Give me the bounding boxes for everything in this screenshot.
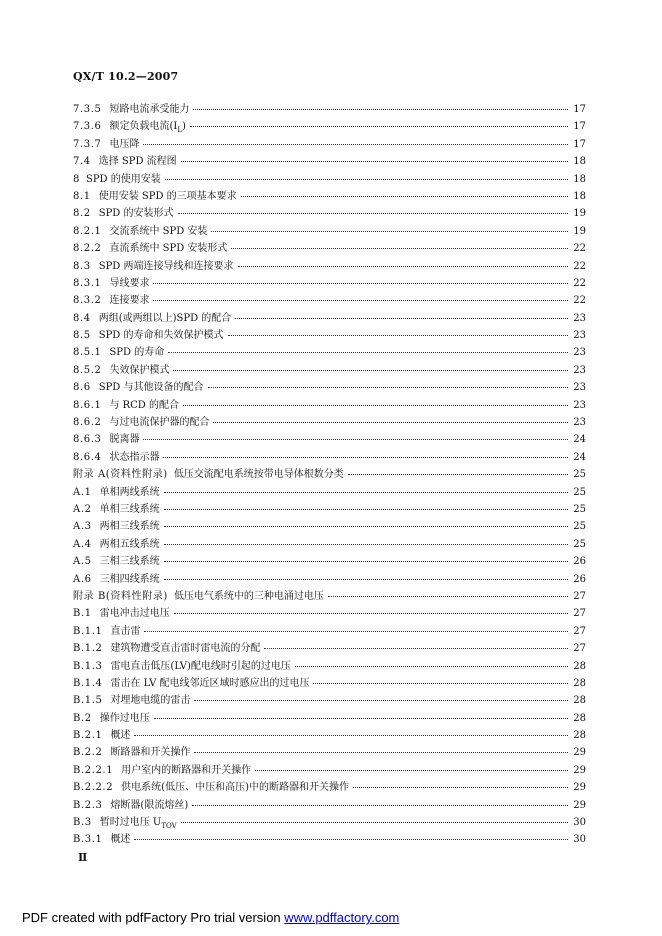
page-number: Ⅱ [78,851,88,864]
toc-entry-number: A.1 [73,486,92,498]
toc-entry-number: A.2 [73,503,92,515]
footer-link[interactable]: www.pdffactory.com [284,910,400,925]
toc-entry-title [109,222,207,237]
toc-entry-title-subscript: TOV [161,822,177,831]
toc-entry-number: B.2.1 [73,730,103,742]
toc-entry[interactable] [73,222,586,239]
toc-entry-title [121,761,251,776]
toc-entry-page: 23 [573,347,586,359]
toc-entry-number: 附录 B(资料性附录) [73,590,168,602]
dot-leader [192,805,568,806]
toc-entry-title [174,587,324,602]
toc-entry[interactable] [73,778,586,795]
toc-entry-title [174,465,344,480]
toc-entry-number: 8.3.1 [73,277,102,289]
toc-entry-page: 24 [573,434,586,446]
toc-entry-title [99,187,237,202]
toc-entry[interactable] [73,709,586,726]
dot-leader [313,683,568,684]
toc-entry-page: 28 [573,730,586,742]
toc-entry[interactable] [73,100,586,117]
toc-entry-number: B.1.5 [73,695,103,707]
toc-entry-number: A.3 [73,521,92,533]
toc-entry-title [109,100,189,115]
toc-entry-page: 26 [573,573,586,585]
toc-entry[interactable] [73,639,586,656]
toc-entry-title [100,709,150,724]
toc-entry-title [99,309,232,324]
toc-entry-number: 7.3.5 [73,104,102,115]
toc-entry-title [110,796,188,811]
toc-entry-title [86,170,161,185]
toc-entry[interactable] [73,448,586,465]
toc-entry-page: 27 [573,625,586,637]
dot-leader [235,318,568,319]
toc-entry-title [110,830,130,845]
toc-entry-title-text: 建筑物遭受直击雷时雷电流的分配 [110,643,261,655]
toc-entry-number: 8.6.2 [73,417,102,429]
toc-entry-page: 23 [573,330,586,342]
toc-entry-title [109,239,227,254]
toc-entry[interactable] [73,517,586,534]
toc-entry-title [109,396,179,411]
toc-entry[interactable] [73,830,586,847]
toc-entry-number: 7.3.7 [73,138,102,150]
toc-entry-title-text: 概述 [110,834,131,846]
toc-entry-title-text: 连接要求 [109,295,150,307]
toc-entry[interactable] [73,413,586,430]
toc-entry-title-text: 暂时过电压 U [99,817,162,829]
toc-entry-title [110,743,190,758]
toc-entry[interactable] [73,622,586,639]
toc-entry-title [109,448,159,463]
toc-entry[interactable] [73,291,586,308]
toc-entry-page: 19 [573,225,586,237]
toc-entry-number: 8.6 [73,382,91,394]
toc-entry-page: 18 [573,173,586,185]
toc-entry-page: 25 [573,503,586,515]
toc-entry-number: 7.4 [73,156,91,168]
dot-leader [153,283,568,284]
toc-entry[interactable] [73,674,586,691]
toc-entry-page: 29 [573,764,586,776]
toc-entry-page: 23 [573,417,586,429]
toc-entry-title-text: SPD 两端连接导线和连接要求 [98,260,234,272]
toc-entry-page: 22 [573,243,586,255]
toc-entry-number: A.4 [73,538,92,550]
toc-entry-title [100,813,177,830]
toc-entry-title-text: 脱离器 [109,434,140,446]
toc-entry-page: 29 [573,747,586,759]
dot-leader [190,126,568,127]
toc-entry-number: B.2 [73,712,92,724]
toc-entry-title [99,152,177,167]
toc-entry[interactable] [73,500,586,517]
dot-leader [255,770,568,771]
toc-entry-page: 18 [573,190,586,202]
toc-entry-title-text: 交流系统中 SPD 安装 [109,225,208,237]
dot-leader [328,596,568,597]
toc-entry-page: 30 [573,817,586,829]
toc-entry-title [100,500,160,515]
toc-entry-title [110,691,190,706]
dot-leader [238,266,569,267]
toc-entry-number: B.1.3 [73,660,103,672]
toc-entry-title-text: 低压交流配电系统按带电导体根数分类 [173,469,344,481]
toc-entry-title-subscript: L [177,126,182,135]
dot-leader [163,457,568,458]
toc-entry[interactable] [73,796,586,813]
toc-entry-title-text: SPD 的寿命和失效保护模式 [98,330,224,342]
toc-entry[interactable] [73,187,586,204]
toc-entry-title [109,274,149,289]
toc-entry-title [99,257,234,272]
toc-entry-page: 22 [573,295,586,307]
toc-entry-title-text: 两组(或两组以上)SPD 的配合 [98,312,232,324]
toc-entry-title-text: 短路电流承受能力 [109,104,190,115]
toc-entry-page: 25 [573,538,586,550]
dot-leader [193,109,568,110]
toc-entry-page: 22 [573,277,586,289]
toc-entry-title [99,204,174,219]
toc-entry-page: 28 [573,695,586,707]
toc-entry-title [109,343,164,358]
toc-entry-page: 19 [573,208,586,220]
toc-entry-title-text: 断路器和开关操作 [110,747,191,759]
toc-entry-page: 29 [573,799,586,811]
toc-entry[interactable] [73,761,586,778]
dot-leader [154,718,568,719]
toc-entry-title-text: 雷电直击低压(LV)配电线时引起的过电压 [110,660,291,672]
toc-entry-number: 8.5.1 [73,347,102,359]
footer-text: PDF created with pdfFactory Pro trial version [22,910,285,925]
toc-entry-title [109,361,169,376]
dot-leader [164,526,568,527]
toc-entry-page: 23 [573,364,586,376]
toc-entry-number: B.2.3 [73,799,103,811]
dot-leader [211,231,568,232]
toc-entry-number: 8.6.3 [73,434,102,446]
toc-entry-title [110,657,290,672]
toc-entry-page: 27 [573,590,586,602]
toc-entry[interactable] [73,587,586,604]
dot-leader [165,179,568,180]
toc-entry[interactable] [73,343,586,360]
dot-leader [134,839,568,840]
dot-leader [208,387,569,388]
dot-leader [143,439,568,440]
toc-entry-title-text: 概述 [110,730,131,742]
toc-entry-number: B.2.2 [73,747,103,759]
dot-leader [174,613,568,614]
toc-entry-page: 23 [573,312,586,324]
toc-entry-page: 28 [573,660,586,672]
toc-entry-title-text: 两相三线系统 [99,521,160,533]
toc-entry[interactable] [73,396,586,413]
dot-leader [194,752,568,753]
toc-entry-title-text: 供电系统(低压、中压和高压)中的断路器和开关操作 [121,782,349,794]
toc-entry-title [99,378,204,393]
toc-entry[interactable] [73,257,586,274]
toc-entry-title-text: 单相三线系统 [99,503,160,515]
toc-entry-page: 24 [573,451,586,463]
toc-entry-title-text: 选择 SPD 流程图 [98,156,177,168]
toc-entry-title [121,778,349,793]
toc-entry[interactable] [73,309,586,326]
dot-leader [264,648,568,649]
toc-entry-title-text: 低压电气系统中的三种电涌过电压 [173,590,324,602]
toc-entry[interactable] [73,361,586,378]
dot-leader [164,509,568,510]
dot-leader [153,300,568,301]
toc-entry-number: B.1 [73,608,92,620]
toc-entry-title [110,622,140,637]
toc-entry-title-text: 单相两线系统 [99,486,160,498]
toc-entry-page: 28 [573,712,586,724]
toc-entry-title-text: 与 RCD 的配合 [109,399,180,411]
dot-leader [134,735,568,736]
toc-entry-page: 26 [573,556,586,568]
toc-entry-title-text: 与过电流保护器的配合 [109,417,210,429]
toc-entry-title-text: SPD 与其他设备的配合 [98,382,204,394]
pdf-footer [22,910,399,925]
toc-entry[interactable] [73,430,586,447]
toc-entry[interactable] [73,604,586,621]
toc-entry[interactable] [73,378,586,395]
toc-entry-number: B.1.1 [73,625,103,637]
dot-leader [295,666,568,667]
toc-entry-title-text: SPD 的安装形式 [98,208,174,220]
toc-entry-title-text: 直击雷 [110,625,141,637]
toc-entry-number: 8.2.1 [73,225,102,237]
toc-entry-title [109,291,149,306]
toc-entry-page: 17 [573,121,586,133]
toc-entry[interactable] [73,570,586,587]
toc-entry-number: 8.5 [73,330,91,342]
toc-entry-number: 8.3 [73,260,91,272]
document-code: QX/T 10.2—2007 [73,70,179,83]
toc-entry[interactable] [73,170,586,187]
toc-entry[interactable] [73,326,586,343]
toc-entry-title-text: 操作过电压 [99,712,150,724]
toc-entry[interactable] [73,239,586,256]
toc-entry-title-text: 电压降 [109,138,140,150]
toc-entry-title [99,326,224,341]
toc-entry-number: B.2.2.1 [73,764,114,776]
toc-entry-number: 8.3.2 [73,295,102,307]
dot-leader [181,822,568,823]
toc-entry-page: 28 [573,677,586,689]
toc-entry-title-text: SPD 的寿命 [109,347,165,359]
toc-entry-number: 8.6.1 [73,399,102,411]
dot-leader [164,544,568,545]
toc-entry-title-text: SPD 的使用安装 [85,173,161,185]
toc-entry-page: 27 [573,608,586,620]
toc-entry-number: 8.5.2 [73,364,102,376]
dot-leader [164,492,568,493]
dot-leader [231,248,568,249]
dot-leader [213,422,568,423]
toc-entry-number: B.1.4 [73,677,103,689]
toc-entry-page: 27 [573,643,586,655]
dot-leader [181,161,568,162]
toc-entry-page: 29 [573,782,586,794]
dot-leader [183,405,568,406]
toc-entry-page: 30 [573,834,586,846]
toc-entry-title [100,517,160,532]
toc-entry[interactable] [73,465,586,482]
toc-entry-number: 附录 A(资料性附录) [73,469,168,481]
toc-entry-number: 8.1 [73,190,91,202]
toc-entry-title-text: 用户室内的断路器和开关操作 [121,764,252,776]
dot-leader [168,352,568,353]
toc-entry-number: 8 [73,173,80,185]
toc-entry-title [109,430,139,445]
toc-entry-number: 8.6.4 [73,451,102,463]
toc-entry-number: B.1.2 [73,643,103,655]
toc-entry[interactable] [73,813,586,830]
toc-entry[interactable] [73,483,586,500]
toc-entry[interactable] [73,274,586,291]
dot-leader [194,700,568,701]
toc-entry-title-text: 对埋地电缆的雷击 [110,695,191,707]
toc-entry-title-text: 状态指示器 [109,451,160,463]
dot-leader [178,213,569,214]
toc-entry-page: 25 [573,469,586,481]
toc-entry-page: 23 [573,382,586,394]
toc-entry-page: 25 [573,521,586,533]
dot-leader [144,631,568,632]
toc-entry-title [110,674,309,689]
toc-entry-number: 8.2.2 [73,243,102,255]
dot-leader [228,335,569,336]
toc-entry-number: B.3 [73,817,92,829]
toc-entry-title [100,604,170,619]
dot-leader [173,370,568,371]
toc-entry-number: 7.3.6 [73,121,102,133]
toc-entry[interactable] [73,691,586,708]
toc-entry-title-text: 失效保护模式 [109,364,170,376]
toc-entry-title [100,570,160,585]
toc-entry-title [100,483,160,498]
toc-entry-title [109,117,185,134]
toc-entry-title [109,413,209,428]
toc-entry-number: A.5 [73,556,92,568]
toc-entry-title-text: 额定负载电流(I [109,121,178,133]
toc-entry-title-text: 雷电冲击过电压 [99,608,170,620]
toc-entry-title-text: 使用安装 SPD 的三项基本要求 [98,190,237,202]
toc-entry[interactable] [73,135,586,152]
toc-entry-title [110,726,130,741]
toc-entry-number: B.2.2.2 [73,782,114,794]
dot-leader [348,474,568,475]
dot-leader [143,144,568,145]
dot-leader [164,579,568,580]
dot-leader [353,787,568,788]
toc-entry[interactable] [73,117,586,134]
toc-entry-title [109,135,139,150]
toc-entry-page: 18 [573,156,586,168]
toc-entry[interactable] [73,657,586,674]
toc-entry-page: 23 [573,399,586,411]
toc-entry-number: B.3.1 [73,834,103,846]
toc-entry[interactable] [73,552,586,569]
toc-entry-page: 22 [573,260,586,272]
toc-entry-page: 17 [573,138,586,150]
toc-entry-page: 17 [573,104,586,115]
toc-entry-number: A.6 [73,573,92,585]
toc-entry[interactable] [73,743,586,760]
toc-entry-title-text: 三相三线系统 [99,556,160,568]
dot-leader [164,561,568,562]
toc-entry-title-text: 两相五线系统 [99,538,160,550]
toc-entry-title-text: 雷击在 LV 配电线邻近区域时感应出的过电压 [110,677,310,689]
table-of-contents [73,100,586,848]
toc-entry-title-suffix: ) [181,121,186,133]
dot-leader [241,196,568,197]
toc-entry-page: 25 [573,486,586,498]
toc-entry-title-text: 熔断器(限流熔丝) [110,799,189,811]
toc-entry-title [100,535,160,550]
toc-entry-title [110,639,260,654]
toc-entry[interactable] [73,726,586,743]
toc-entry[interactable] [73,152,586,169]
toc-entry-title-text: 直流系统中 SPD 安装形式 [109,243,228,255]
toc-entry-title-text: 三相四线系统 [99,573,160,585]
toc-entry-title [100,552,160,567]
toc-entry-number: 8.4 [73,312,91,324]
toc-entry-title-text: 导线要求 [109,277,150,289]
toc-entry-number: 8.2 [73,208,91,220]
toc-entry[interactable] [73,535,586,552]
toc-entry[interactable] [73,204,586,221]
